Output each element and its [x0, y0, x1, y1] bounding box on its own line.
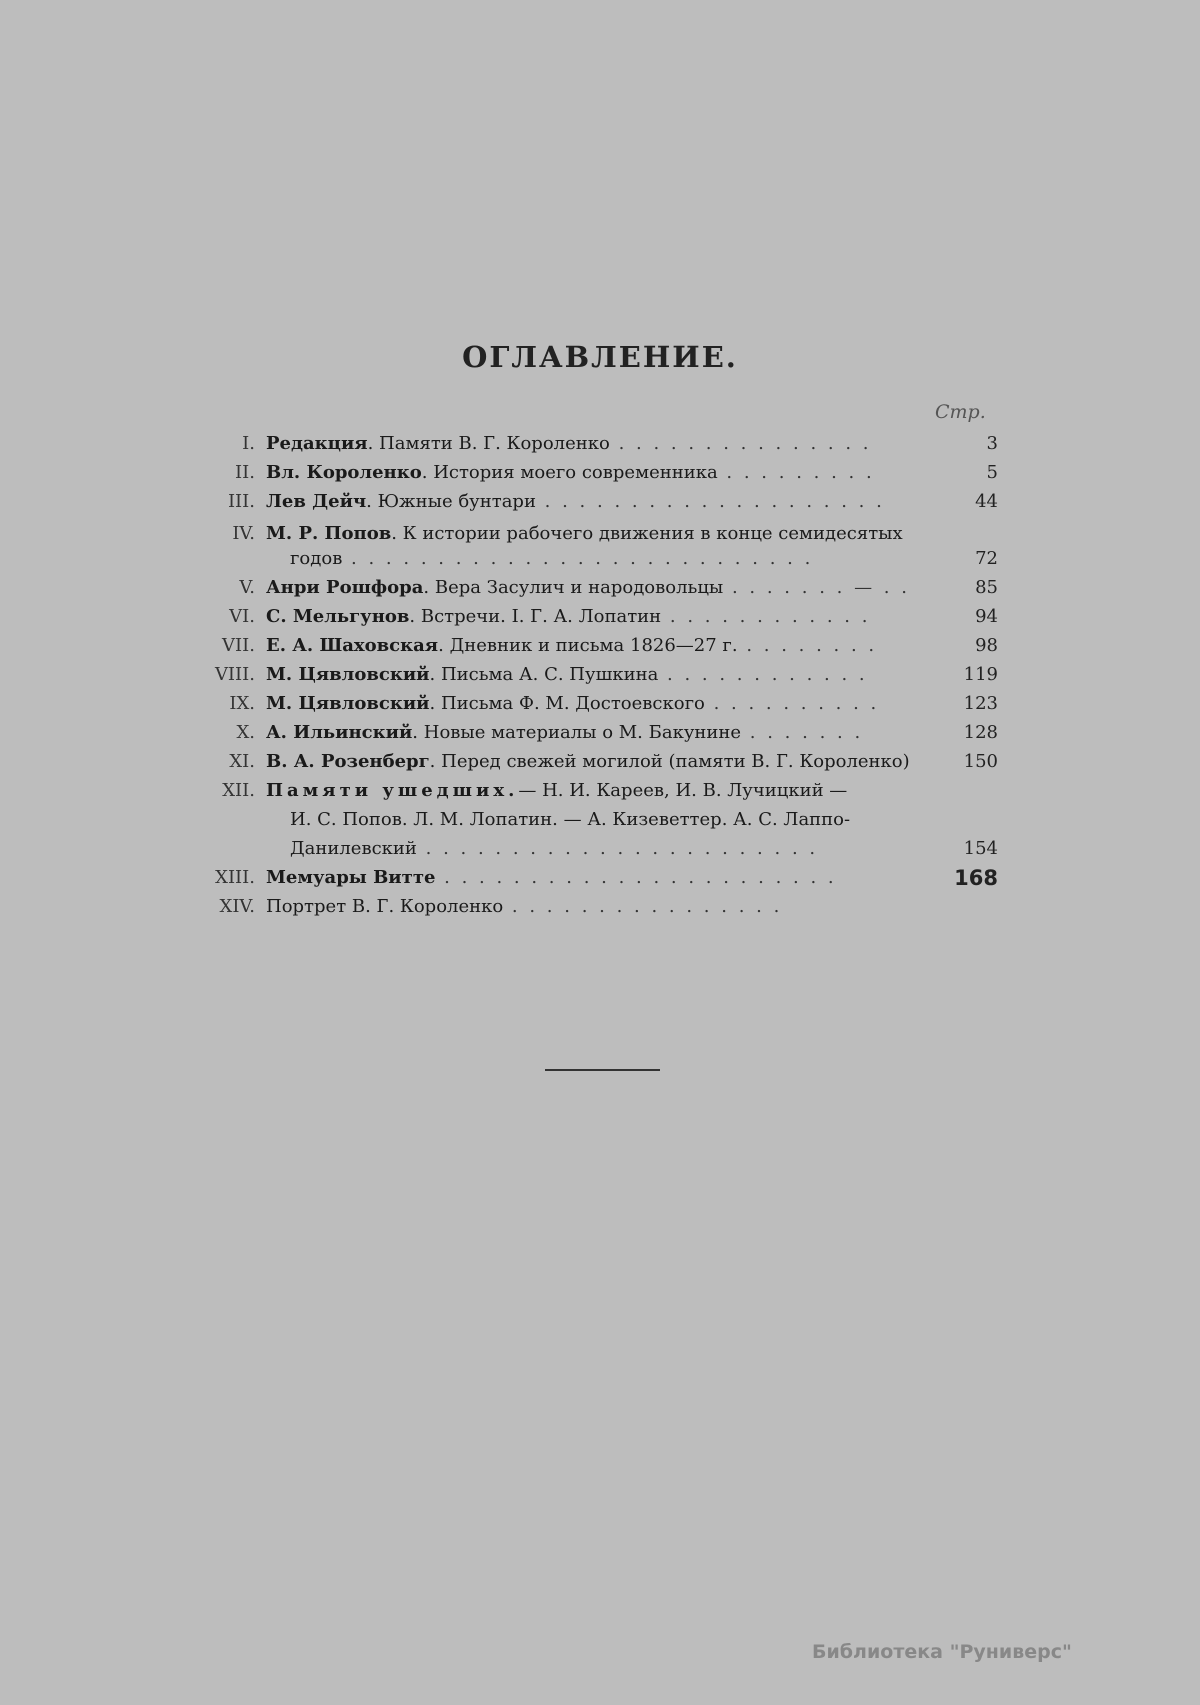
entry-author: Вл. Короленко [266, 462, 422, 483]
dot-leader: . . . . . . . . . . . . . . . [609, 433, 872, 454]
entry-author: М. Цявловский [266, 664, 430, 685]
entry-author: Лев Дейч [266, 491, 367, 512]
dot-leader: . . . . . . . . . . . . [661, 606, 871, 627]
toc-entry-4: IV. М. Р. Попов. К истории рабочего движения в конце семидесятых [0, 520, 1200, 548]
entry-work: Памяти В. Г. Короленко [379, 433, 610, 454]
closing-rule [545, 1069, 660, 1071]
toc-entry-3: III. Лев Дейч. Южные бунтари . . . . . . . . . . . . . . . . . . . . 44 [0, 488, 1200, 516]
entry-number: VII. [222, 635, 255, 656]
entry-author: Редакция [266, 433, 368, 454]
entry-author: Мемуары Витте [266, 867, 436, 888]
dot-leader: . . . . . . . . [737, 635, 878, 656]
entry-page: 123 [963, 693, 998, 714]
entry-work-continuation: годов [290, 548, 343, 569]
entry-author: М. Цявловский [266, 693, 430, 714]
entry-page: 5 [986, 462, 998, 483]
toc-entry-14 [0, 893, 1200, 921]
entry-work: Письма А. С. Пушкина [440, 664, 659, 685]
entry-number: XII. [222, 780, 255, 801]
entry-work: К истории рабочего движения в конце семидесятых [402, 523, 903, 544]
entry-number: IX. [229, 693, 255, 714]
dot-leader: . . . . . . . . . [717, 462, 875, 483]
page-title: ОГЛАВЛЕНИЕ. [462, 340, 738, 374]
entry-number: X. [236, 722, 255, 743]
toc-entry-12-line-3 [0, 835, 1200, 863]
entry-author: С. Мельгунов [266, 606, 410, 627]
entry-page: 154 [963, 838, 998, 859]
entry-number: V. [239, 577, 255, 598]
dot-leader: . . . . . . . . . . . . . . . . [503, 896, 783, 917]
toc-entry-10: X. А. Ильинский. Новые материалы о М. Бакунине . . . . . . . 128 [0, 719, 1200, 747]
entry-work: Новые материалы о М. Бакунине [423, 722, 742, 743]
entry-work: Перед свежей могилой (памяти В. Г. Короленко) [441, 751, 910, 772]
entry-number: IV. [232, 523, 255, 544]
toc-entry-11: XI. В. А. Розенберг. Перед свежей могилой (памяти В. Г. Короленко) 150 [0, 748, 1200, 776]
dot-leader: . . . . . . . [741, 722, 864, 743]
entry-page-handwritten: 168 [954, 866, 998, 890]
entry-number: II. [235, 462, 255, 483]
toc-entry-2: II. Вл. Короленко. История моего современника . . . . . . . . . 5 [0, 459, 1200, 487]
entry-author: Памяти ушедших. [266, 780, 519, 801]
entry-number: I. [242, 433, 255, 454]
entry-page: 3 [986, 433, 998, 454]
dot-leader: . . . . . . . . . . . . . . . . . . . . . . . [416, 838, 819, 859]
entry-author: А. Ильинский [266, 722, 413, 743]
toc-entry-6: VI. С. Мельгунов. Встречи. I. Г. А. Лопатин . . . . . . . . . . . . 94 [0, 603, 1200, 631]
entry-number: VIII. [214, 664, 255, 685]
toc-entry-8: VIII. М. Цявловский. Письма А. С. Пушкина . . . . . . . . . . . . 119 [0, 661, 1200, 689]
entry-number: XI. [229, 751, 255, 772]
library-watermark: Библиотека "Руниверс" [812, 1641, 1072, 1663]
entry-page: 72 [975, 548, 998, 569]
entry-work: История моего современника [433, 462, 718, 483]
entry-number: XIII. [215, 867, 255, 888]
dot-leader: . . . . . . . . . . . . . . . . . . . . [535, 491, 885, 512]
entry-number: XIV. [219, 896, 255, 917]
entry-work-line-2: И. С. Попов. Л. М. Лопатин. — А. Кизеветтер. А. С. Лаппо- [290, 809, 851, 830]
dot-leader: . . . . . . . . . . . . . . . . . . . . . . . [435, 867, 837, 888]
entry-page: 94 [975, 606, 998, 627]
entry-work: Письма Ф. М. Достоевского [440, 693, 705, 714]
dot-leader: . . . . . . . — . . [723, 577, 910, 598]
entry-author: Анри Рошфора [266, 577, 424, 598]
entry-work-line-3: Данилевский [290, 838, 417, 859]
dot-leader: . . . . . . . . . . . . [658, 664, 868, 685]
entry-page: 44 [975, 491, 998, 512]
toc-entry-9: IX. М. Цявловский. Письма Ф. М. Достоевского . . . . . . . . . . 123 [0, 690, 1200, 718]
entry-work: Южные бунтари [377, 491, 536, 512]
toc-entry-12 [0, 777, 1200, 805]
dot-leader: . . . . . . . . . . [704, 693, 880, 714]
entry-page: 119 [963, 664, 998, 685]
dot-leader: . . . . . . . . . . . . . . . . . . . . . . . . . . . [342, 548, 814, 569]
entry-page: 128 [963, 722, 998, 743]
toc-entry-7: VII. Е. А. Шаховская. Дневник и письма 1826—27 г. . . . . . . . . 98 [0, 632, 1200, 660]
entry-work: Портрет В. Г. Короленко [266, 896, 504, 917]
entry-author: В. А. Розенберг [266, 751, 430, 772]
page-column-header: Стр. [935, 401, 986, 423]
toc-entry-4-continuation [0, 545, 1200, 573]
entry-number: VI. [229, 606, 255, 627]
entry-work: Дневник и письма 1826—27 г. [449, 635, 738, 656]
entry-author: Е. А. Шаховская [266, 635, 439, 656]
entry-page: 150 [963, 751, 998, 772]
toc-entry-1: I. Редакция. Памяти В. Г. Короленко . . . . . . . . . . . . . . . 3 [0, 430, 1200, 458]
entry-author: М. Р. Попов [266, 523, 392, 544]
entry-page: 98 [975, 635, 998, 656]
entry-number: III. [227, 491, 255, 512]
toc-entry-5: V. Анри Рошфора. Вера Засулич и народовольцы . . . . . . . — . . 85 [0, 574, 1200, 602]
entry-work: Встречи. I. Г. А. Лопатин [420, 606, 662, 627]
entry-page: 85 [975, 577, 998, 598]
entry-work: Вера Засулич и народовольцы [434, 577, 724, 598]
toc-entry-13 [0, 864, 1200, 892]
entry-work-line-1: — Н. И. Кареев, И. В. Лучицкий — [518, 780, 848, 801]
toc-entry-12-line-2 [0, 806, 1200, 834]
